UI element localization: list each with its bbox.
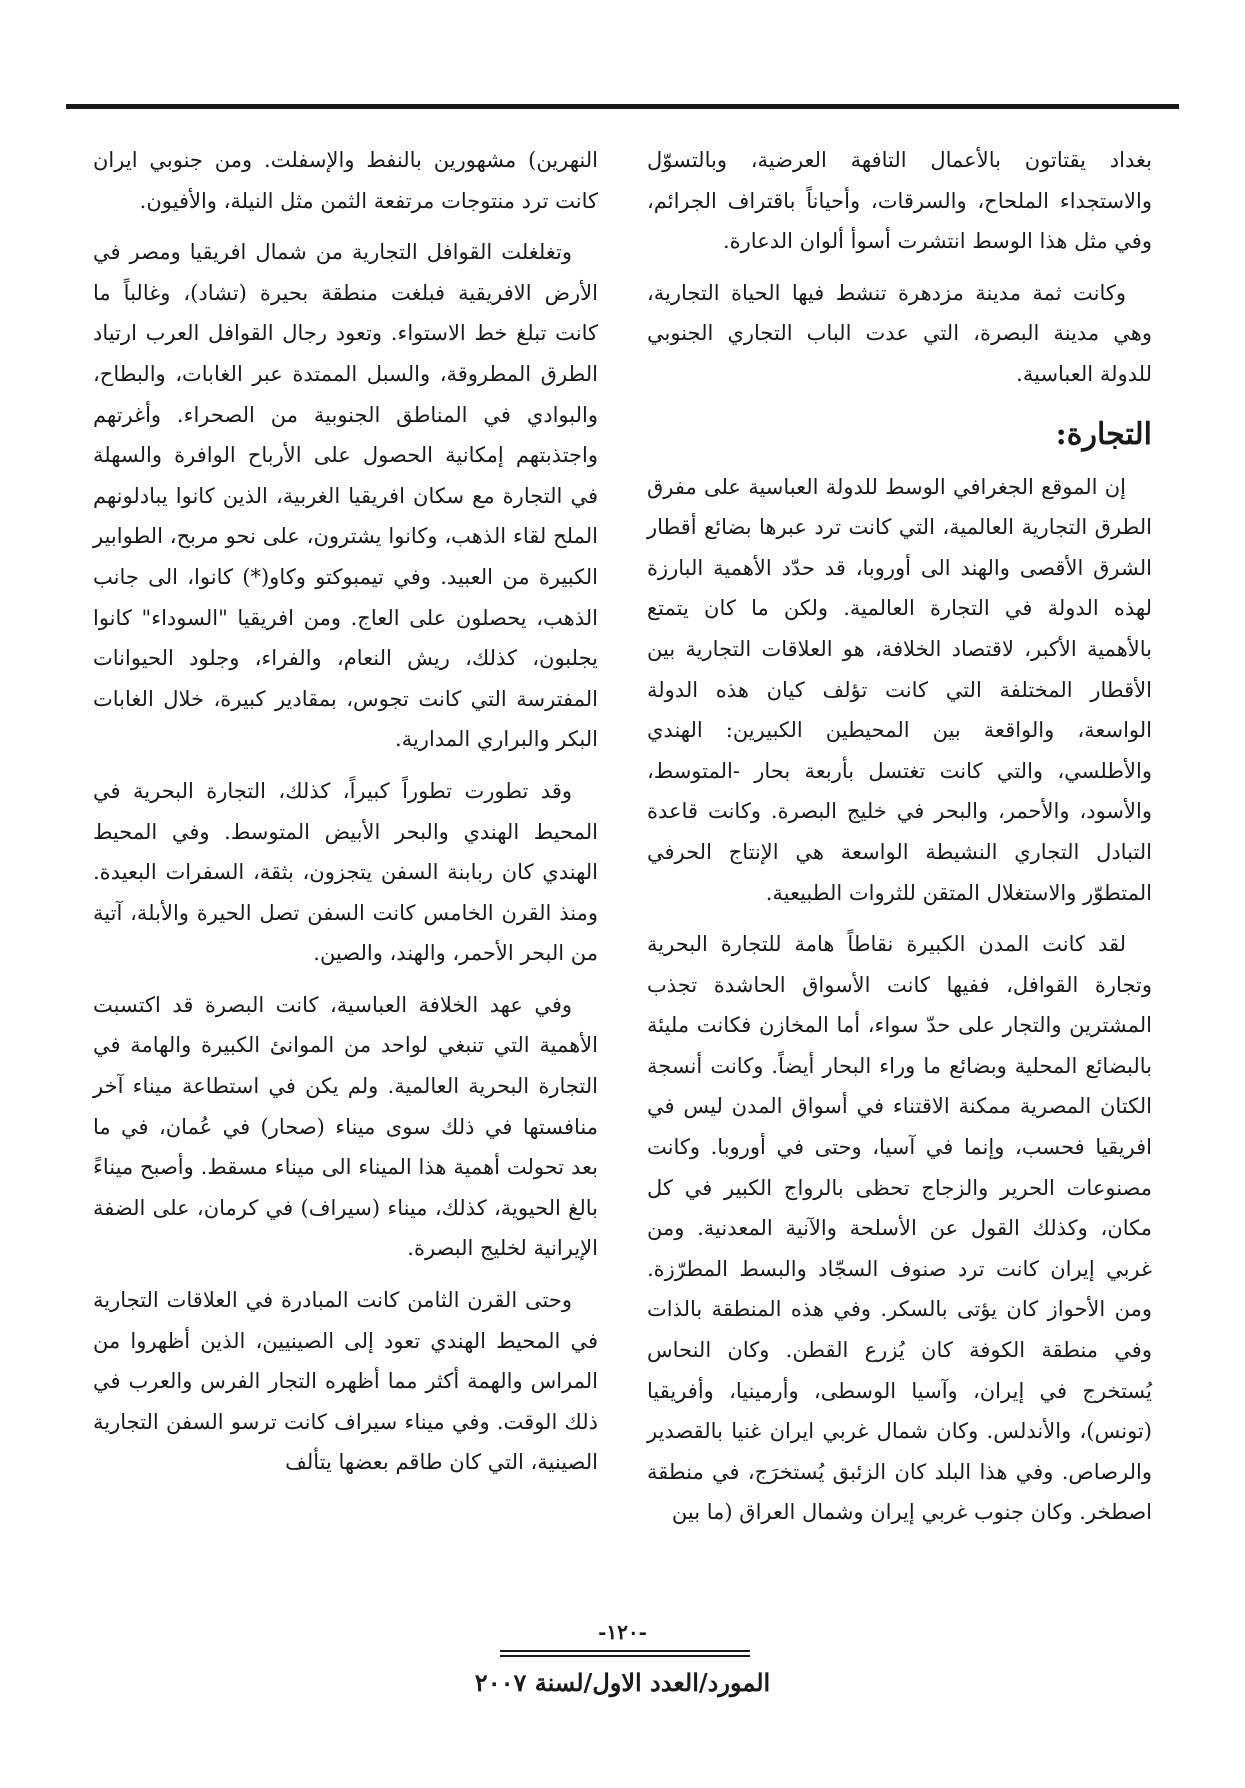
page-number: -١٢٠- xyxy=(598,1620,647,1644)
paragraph: بغداد يقتاتون بالأعمال التافهة العرضية، وبالتسوّل والاستجداء الملحاح، والسرقات، وأحياناً باقتراف الجرائم، وفي مثل هذا الوسط انتشرت أسوأ ألوان الدعارة. xyxy=(647,148,1152,254)
section-heading: التجارة: xyxy=(1055,416,1152,452)
journal-footer: المورد/العدد الاول/لسنة ٢٠٠٧ xyxy=(474,1668,771,1697)
paragraph: وفي عهد الخلافة العباسية، كانت البصرة قد اكتسبت الأهمية التي تنبغي لواحد من الموانئ الكبيرة والهامة في التجارة البحرية العالمية. ولم يكن في استطاعة ميناء آخر منافستها في ذلك سوى ميناء (صحار) في عُمان، في ما بعد تحولت أهمية هذا الميناء الى ميناء مسقط. وأصبح ميناءً بالغ الحيوية، كذلك، ميناء (سيراف) في كرمان، على الضفة الإيرانية لخليج البصرة. xyxy=(93,992,598,1261)
top-rule xyxy=(66,104,1179,109)
paragraph: النهرين) مشهورين بالنفط والإسفلت. ومن جنوبي ايران كانت ترد منتوجات مرتفعة الثمن مثل النيلة، والأفيون. xyxy=(93,148,598,213)
footer-rule xyxy=(500,1650,750,1652)
footer-rule xyxy=(500,1655,750,1657)
paragraph: وتغلغلت القوافل التجارية من شمال افريقيا ومصر في الأرض الافريقية فبلغت منطقة بحيرة (تشاد)، وغالباً ما كانت تبلغ خط الاستواء. وتعود رجال القوافل العرب ارتياد الطرق المطروقة، والسبل الممتدة عبر الغابات، والبطاح، والبوادي في المناطق الجنوبية من الصحراء. وأغرتهم واجتذبتهم إمكانية الحصول على الأرباح الوافرة والسهلة في التجارة مع سكان افريقيا الغربية، الذين كانوا يبادلونهم الملح لقاء الذهب، وكانوا يشترون، على نحو مربح، الطوابير الكبيرة من العبيد. وفي تيمبوكتو وكاو(*) كانوا، الى جانب الذهب، يحصلون على العاج. ومن افريقيا "السوداء" كانوا يجلبون، كذلك، ريش النعام، والفراء، وجلود الحيوانات المفترسة التي كانت تجوس، بمقادير كبيرة، خلال الغابات البكر والبراري المدارية. xyxy=(93,240,598,752)
right-column xyxy=(647,140,1152,1533)
paragraph: وكانت ثمة مدينة مزدهرة تنشط فيها الحياة التجارية، وهي مدينة البصرة، التي عدت الباب التجاري الجنوبي للدولة العباسية. xyxy=(647,280,1152,386)
paragraph: إن الموقع الجغرافي الوسط للدولة العباسية على مفرق الطرق التجارية العالمية، التي كانت ترد عبرها بضائع أقطار الشرق الأقصى والهند الى أوروبا، قد حدّد الأهمية البارزة لهذه الدولة في التجارة العالمية. ولكن ما كان يتمتع بالأهمية الأكبر، لاقتصاد الخلافة، هو العلاقات التجارية بين الأقطار المختلفة التي كانت تؤلف كيان هذه الدولة الواسعة، والواقعة بين المحيطين الكبيرين: الهندي والأطلسي، والتي كانت تغتسل بأربعة بحار -المتوسط، والأسود، والأحمر، والبحر في خليج البصرة. وكانت قاعدة التبادل التجاري النشيطة الواسعة هي الإنتاج الحرفي المتطوّر والاستغلال المتقن للثروات الطبيعية. xyxy=(647,474,1152,905)
paragraph: وقد تطورت تطوراً كبيراً، كذلك، التجارة البحرية في المحيط الهندي والبحر الأبيض المتوسط. وفي المحيط الهندي كان ربابنة السفن يتجزون، بثقة، السفرات البعيدة. ومنذ القرن الخامس كانت السفن تصل الحيرة والأبلة، آتية من البحر الأحمر، والهند، والصين. xyxy=(93,778,598,966)
left-column xyxy=(93,140,598,1483)
paragraph: لقد كانت المدن الكبيرة نقاطاً هامة للتجارة البحرية وتجارة القوافل، ففيها كانت الأسواق الحاشدة تجذب المشترين والتجار على حدّ سواء، أما المخازن فكانت مليئة بالبضائع المحلية وبضائع ما وراء البحار أيضاً. وكانت أنسجة الكتان المصرية ممكنة الاقتناء في أسواق المدن ليس في افريقيا فحسب، وإنما في آسيا، وحتى في أوروبا. وكانت مصنوعات الحرير والزجاج تحظى بالرواج الكبير في كل مكان، وكذلك القول عن الأسلحة والآنية المعدنية. ومن غربي إيران كانت ترد صنوف السجّاد والبسط المطرّزة. ومن الأحواز كان يؤتى بالسكر. وفي هذه المنطقة بالذات وفي منطقة الكوفة كان يُزرع القطن. وكان النحاس يُستخرج في إيران، وآسيا الوسطى، وأرمينيا، وأفريقيا (تونس)، والأندلس. وكان شمال غربي ايران غنيا بالقصدير والرصاص. وفي هذا البلد كان الزئبق يُستخرَج، في منطقة اصطخر. وكان جنوب غربي إيران وشمال العراق (ما بين xyxy=(647,932,1152,1525)
paragraph: وحتى القرن الثامن كانت المبادرة في العلاقات التجارية في المحيط الهندي تعود إلى الصينيين، الذين أظهروا من المراس والهمة أكثر مما أظهره التجار الفرس والعرب في ذلك الوقت. وفي ميناء سيراف كانت ترسو السفن التجارية الصينية، التي كان طاقم بعضها يتألف xyxy=(93,1288,598,1475)
